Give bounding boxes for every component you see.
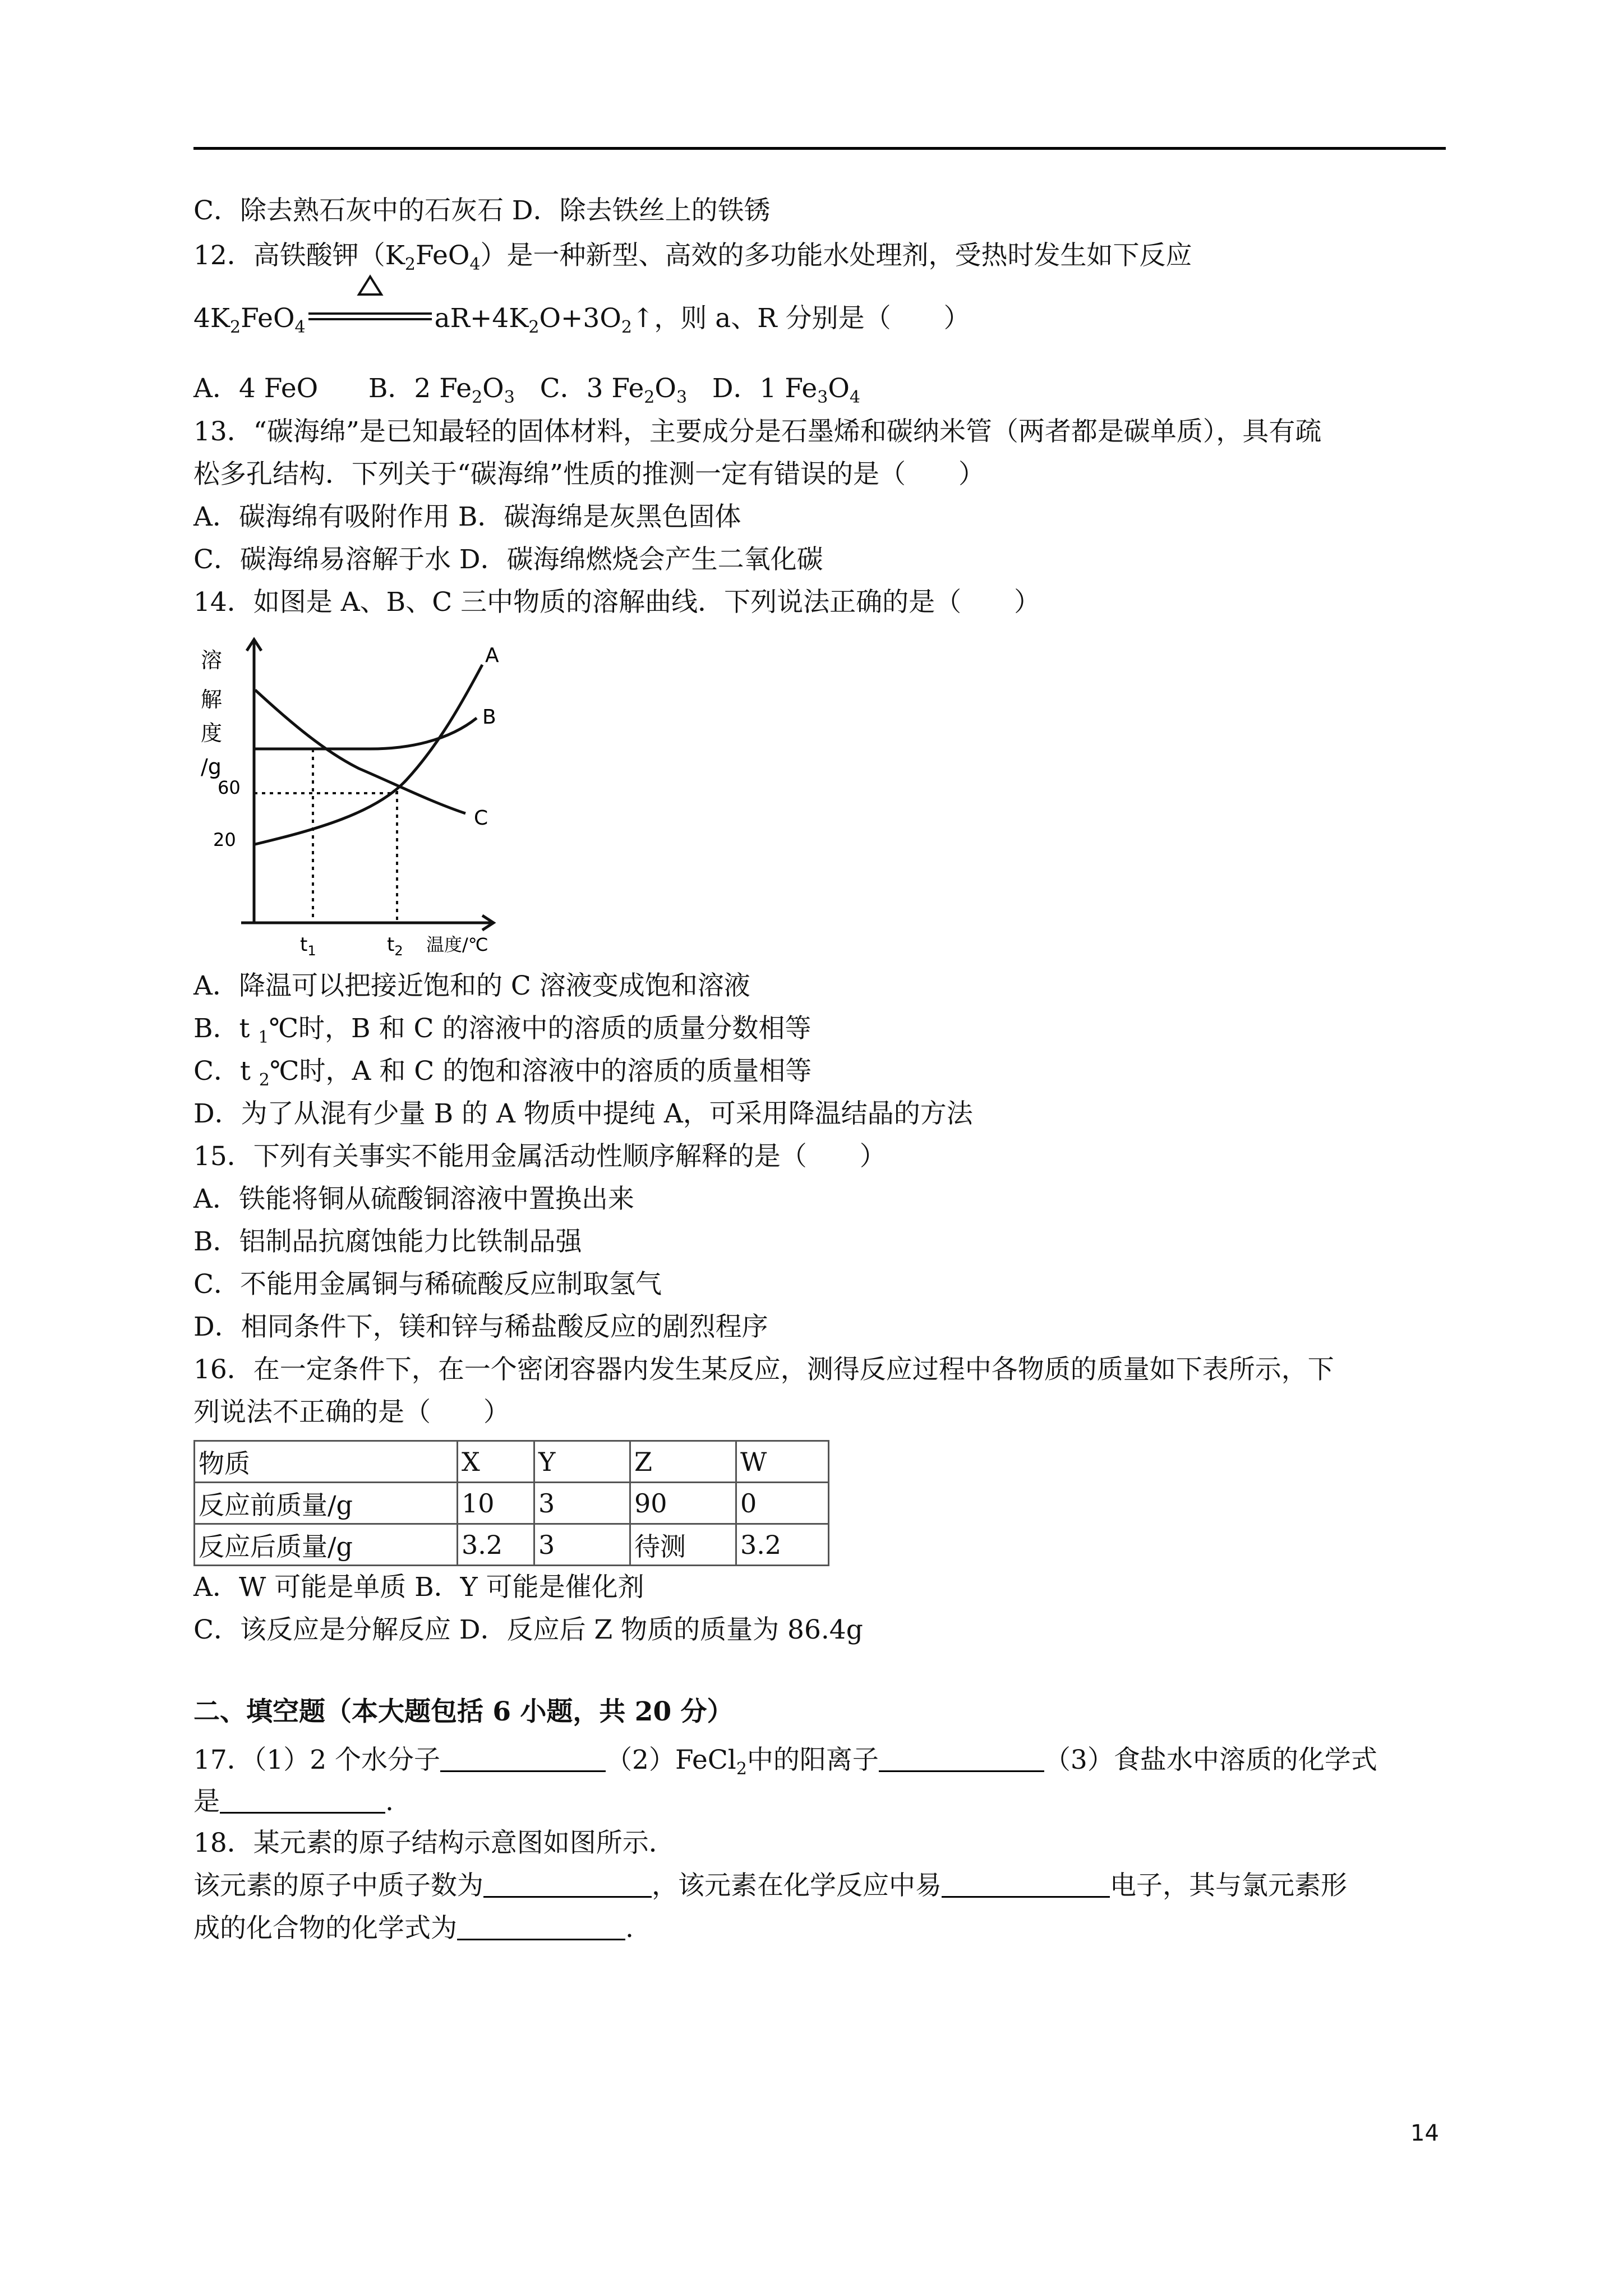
page-number: 14 bbox=[1410, 2120, 1439, 2146]
q15-option-a: A．铁能将铜从硫酸铜溶液中置换出来 bbox=[193, 1184, 634, 1214]
heating-condition-arrow bbox=[305, 271, 435, 335]
q15-option-c: C．不能用金属铜与稀硫酸反应制取氢气 bbox=[193, 1269, 662, 1300]
q17-line-2: 是 . bbox=[193, 1786, 394, 1817]
x-tick-t2: $t_2$ bbox=[387, 933, 403, 959]
table-cell: 反应前质量/g bbox=[195, 1483, 458, 1524]
answer-blank[interactable] bbox=[457, 1912, 625, 1940]
curve-label-b: B bbox=[482, 706, 496, 729]
q12-stem: 12．高铁酸钾$(K_2FeO_4)$是一种新型、高效的多功能水处理剂，受热时发生如下反应 bbox=[193, 240, 1192, 274]
answer-blank[interactable] bbox=[942, 1869, 1110, 1898]
q18-stem: 18．某元素的原子结构示意图如图所示． bbox=[193, 1828, 675, 1858]
table-cell: W bbox=[736, 1441, 829, 1483]
q16-stem-1: 16．在一定条件下，在一个密闭容器内发生某反应，测得反应过程中各物质的质量如下表所示，下 bbox=[193, 1354, 1334, 1385]
q12-options: A．4 FeO B．2 $Fe_2O_3$ C．3 $Fe_2O_3$ D．1 $Fe_3O_4$ bbox=[193, 373, 860, 407]
table-cell: X bbox=[458, 1441, 534, 1483]
q14-option-d: D．为了从混有少量 B 的 A 物质中提纯 A，可采用降温结晶的方法 bbox=[193, 1098, 973, 1129]
q15-option-b: B．铝制品抗腐蚀能力比铁制品强 bbox=[193, 1226, 582, 1257]
curve-label-c: C bbox=[474, 807, 488, 830]
q12-equation: $4K_2FeO_4$ △ $aR+4K_2O+3O_2↑$，则 a、R 分别是（ ） bbox=[193, 271, 970, 337]
table-cell: 90 bbox=[630, 1483, 736, 1524]
q15-stem: 15．下列有关事实不能用金属活动性顺序解释的是（ ） bbox=[193, 1141, 886, 1172]
table-cell: 10 bbox=[458, 1483, 534, 1524]
svg-text:△: △ bbox=[305, 271, 306, 272]
q16-options-cd: C．该反应是分解反应 D．反应后 Z 物质的质量为 86.4g bbox=[193, 1614, 863, 1645]
q16-stem-2: 列说法不正确的是（ ） bbox=[193, 1397, 510, 1428]
answer-blank[interactable] bbox=[220, 1785, 385, 1814]
table-cell: 3 bbox=[534, 1483, 630, 1524]
q14-option-a: A．降温可以把接近饱和的 C 溶液变成饱和溶液 bbox=[193, 970, 750, 1001]
q18-line-2: 该元素的原子中质子数为 ，该元素在化学反应中易 电子，其与氯元素形 bbox=[193, 1870, 1347, 1901]
q17-line-1: 17．（1）2 个水分子 （2）FeCl$_2$中的阳离子 （3）食盐水中溶质的化学式 bbox=[193, 1745, 1377, 1779]
q14-option-c: C．t $_2$℃时，A 和 C 的饱和溶液中的溶质的质量相等 bbox=[193, 1056, 812, 1090]
table-cell: Y bbox=[534, 1441, 630, 1483]
header-rule bbox=[193, 147, 1446, 150]
y-label-char-3: 度 bbox=[201, 721, 223, 746]
curve-a bbox=[255, 665, 482, 844]
y-label-char-2: 解 bbox=[201, 687, 223, 712]
table-cell: 3.2 bbox=[458, 1524, 534, 1566]
table-cell: Z bbox=[630, 1441, 736, 1483]
table-cell: 反应后质量/g bbox=[195, 1524, 458, 1566]
mass-table bbox=[193, 1440, 829, 1566]
q11-options-cd: C．除去熟石灰中的石灰石 D．除去铁丝上的铁锈 bbox=[193, 195, 771, 226]
solubility-chart bbox=[191, 634, 550, 959]
q13-stem-2: 松多孔结构．下列关于“碳海绵”性质的推测一定有错误的是（ ） bbox=[193, 459, 985, 490]
table-header-row bbox=[195, 1441, 829, 1483]
q13-options-cd: C．碳海绵易溶解于水 D．碳海绵燃烧会产生二氧化碳 bbox=[193, 544, 823, 575]
table-row bbox=[195, 1483, 829, 1524]
table-cell: 3 bbox=[534, 1524, 630, 1566]
x-tick-t1: $t_1$ bbox=[300, 933, 316, 959]
table-cell: 物质 bbox=[195, 1441, 458, 1483]
q15-option-d: D．相同条件下，镁和锌与稀盐酸反应的剧烈程序 bbox=[193, 1312, 768, 1342]
q16-options-ab: A．W 可能是单质 B．Y 可能是催化剂 bbox=[193, 1572, 644, 1603]
x-axis-label: 温度/℃ bbox=[426, 934, 488, 955]
y-label-char-4: /g bbox=[201, 754, 222, 779]
y-tick-20: 20 bbox=[213, 829, 236, 850]
table-cell: 3.2 bbox=[736, 1524, 829, 1566]
q13-options-ab: A．碳海绵有吸附作用 B．碳海绵是灰黑色固体 bbox=[193, 501, 741, 532]
y-tick-60: 60 bbox=[218, 777, 241, 798]
answer-blank[interactable] bbox=[483, 1869, 652, 1898]
q14-option-b: B．t $_1$℃时，B 和 C 的溶液中的溶质的质量分数相等 bbox=[193, 1013, 811, 1047]
section-2-heading: 二、填空题（本大题包括 6 小题，共 20 分） bbox=[193, 1696, 734, 1727]
table-row bbox=[195, 1524, 829, 1566]
curve-c bbox=[255, 690, 465, 813]
curve-label-a: A bbox=[485, 644, 499, 667]
answer-blank[interactable] bbox=[879, 1743, 1044, 1772]
answer-blank[interactable] bbox=[440, 1743, 606, 1772]
q14-stem: 14．如图是 A、B、C 三中物质的溶解曲线．下列说法正确的是（ ） bbox=[193, 587, 1041, 618]
y-label-char-1: 溶 bbox=[201, 648, 223, 673]
q18-line-3: 成的化合物的化学式为 . bbox=[193, 1913, 634, 1944]
table-cell: 待测 bbox=[630, 1524, 736, 1566]
table-cell: 0 bbox=[736, 1483, 829, 1524]
q13-stem-1: 13．“碳海绵”是已知最轻的固体材料，主要成分是石墨烯和碳纳米管（两者都是碳单质），具有疏 bbox=[193, 416, 1322, 447]
